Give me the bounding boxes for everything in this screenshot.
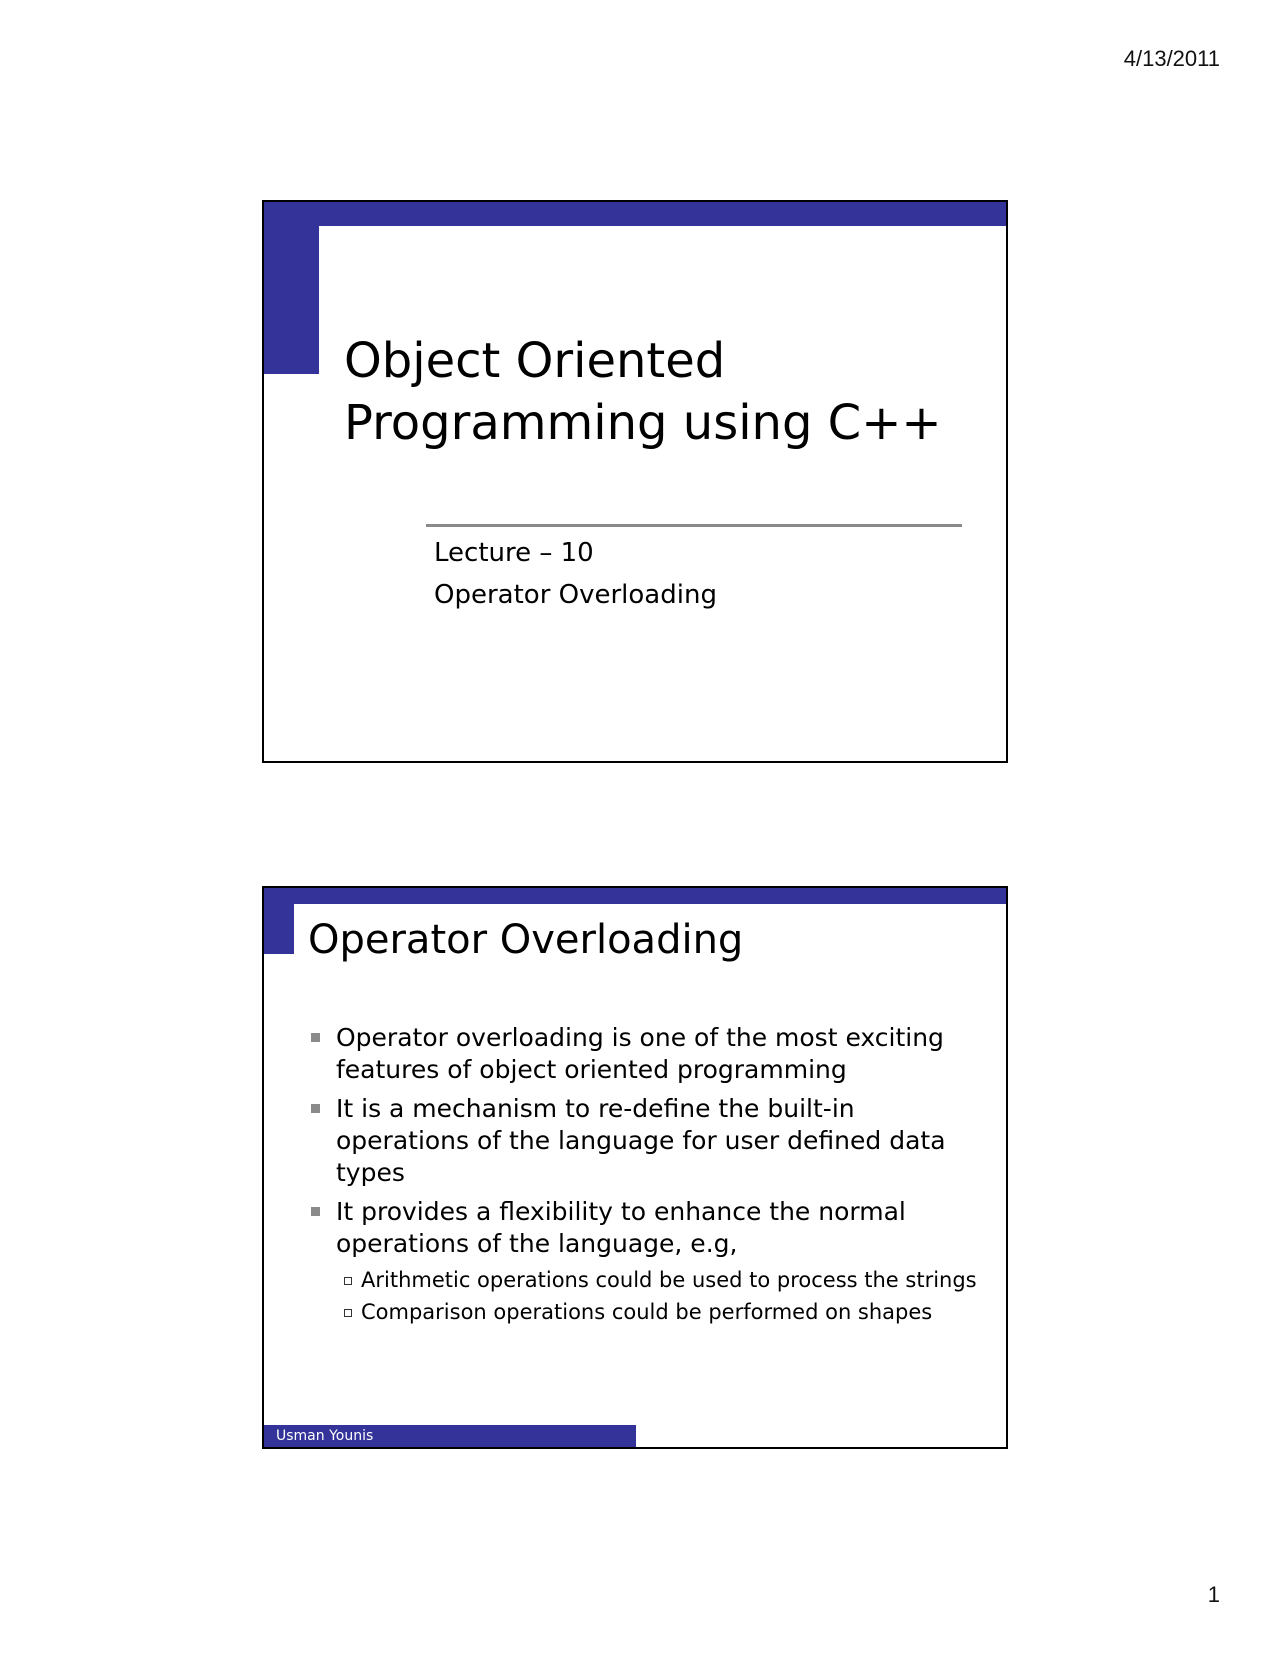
square-bullet-icon bbox=[311, 1033, 320, 1042]
page-header-date: 4/13/2011 bbox=[1123, 46, 1220, 71]
bullet-item bbox=[308, 1093, 988, 1189]
slide-main-title bbox=[344, 330, 942, 454]
slide-title bbox=[262, 200, 1008, 763]
lecture-topic: Operator Overloading bbox=[434, 580, 717, 610]
slide-accent-top-bar bbox=[264, 202, 1008, 226]
sub-bullet-list bbox=[336, 1264, 988, 1328]
slide-author: Usman Younis bbox=[276, 1428, 374, 1444]
page-number: 1 bbox=[1207, 1582, 1220, 1607]
sub-bullet-item bbox=[336, 1296, 988, 1328]
sub-bullet-item bbox=[336, 1264, 988, 1296]
slide-heading: Operator Overloading bbox=[308, 917, 744, 963]
bullet-text: Operator overloading is one of the most exciting features of object oriented programming bbox=[336, 1023, 944, 1084]
title-line: Object Oriented bbox=[344, 333, 726, 389]
sub-bullet-text: Arithmetic operations could be used to process the strings bbox=[361, 1268, 977, 1292]
hollow-square-bullet-icon bbox=[344, 1309, 352, 1317]
slide-accent-left-block bbox=[264, 202, 319, 374]
square-bullet-icon bbox=[311, 1207, 320, 1216]
sub-bullet-text: Comparison operations could be performed on shapes bbox=[361, 1300, 933, 1324]
bullet-list bbox=[308, 1022, 988, 1335]
bullet-text: It provides a flexibility to enhance the normal operations of the language, e.g, bbox=[336, 1197, 906, 1258]
slide-accent-top-bar bbox=[264, 888, 1008, 904]
slide-subtitle bbox=[434, 532, 717, 616]
subtitle-divider bbox=[426, 524, 962, 527]
bullet-item bbox=[308, 1022, 988, 1086]
slide-footer-bar bbox=[264, 1425, 636, 1447]
slide-content bbox=[262, 886, 1008, 1449]
title-line: Programming using C++ bbox=[344, 395, 942, 451]
lecture-number: Lecture – 10 bbox=[434, 538, 594, 568]
square-bullet-icon bbox=[311, 1104, 320, 1113]
bullet-item bbox=[308, 1196, 988, 1328]
slide-accent-left-block bbox=[264, 888, 294, 954]
hollow-square-bullet-icon bbox=[344, 1277, 352, 1285]
bullet-text: It is a mechanism to re-define the built-in operations of the language for user defined data types bbox=[336, 1094, 946, 1187]
